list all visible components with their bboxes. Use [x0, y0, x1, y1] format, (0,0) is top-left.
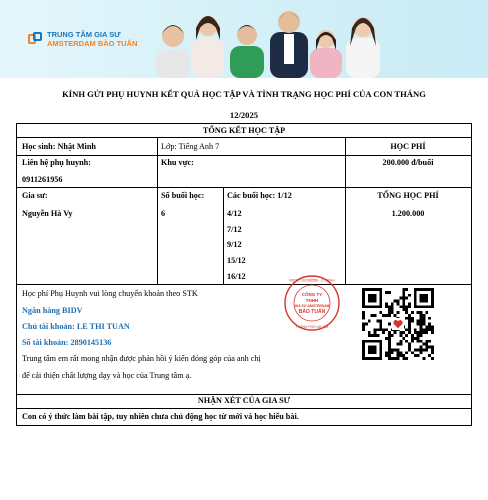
svg-text:BẢO TUẤN: BẢO TUẤN: [298, 309, 326, 315]
header-banner: [0, 0, 488, 78]
logo-line1: TRUNG TÂM GIA SƯ: [47, 30, 121, 39]
total-fee-label: TỔNG HỌC PHÍ: [377, 191, 439, 200]
class-name: Lớp: Tiếng Anh 7: [161, 142, 220, 151]
tutor-comment: Con có ý thức làm bài tập, tuy nhiên chưa chủ động học từ mới và học hiểu bài.: [22, 412, 299, 421]
logo-mark-icon: [28, 32, 42, 46]
svg-text:THÀNH PHỐ HÀ NỘI: THÀNH PHỐ HÀ NỘI: [295, 325, 329, 329]
feedback-line1: Trung tâm em rất mong nhận được phản hồi ý kiến đóng góp của anh chị: [22, 354, 261, 363]
payment-qr-code: [362, 288, 434, 360]
account-holder: Chủ tài khoản: LE THI TUAN: [22, 322, 130, 331]
table-title: TỔNG KẾT HỌC TẬP: [202, 126, 286, 135]
parent-contact-label: Liên hệ phụ huynh:: [22, 158, 91, 167]
feedback-line2: để cải thiện chất lượng dạy và học của Trung tâm ạ.: [22, 371, 192, 380]
parent-phone: 0911261956: [22, 175, 63, 184]
account-number: Số tài khoản: 2890145136: [22, 338, 112, 347]
company-stamp: [279, 273, 345, 333]
student-name: Học sinh: Nhật Minh: [22, 142, 96, 151]
session-date: 7/12: [227, 225, 242, 234]
sessions-dates-label: Các buổi học: 1/12: [227, 191, 292, 200]
session-date: 16/12: [227, 272, 246, 281]
tutor-label: Gia sư:: [22, 191, 48, 200]
svg-text:GIA SƯ AMSTERDAM: GIA SƯ AMSTERDAM: [294, 304, 330, 308]
svg-text:MSDN: 0110386556 - CT.TNHH: MSDN: 0110386556 - CT.TNHH: [289, 278, 335, 283]
center-logo: [28, 30, 137, 48]
sessions-label: Số buổi học:: [161, 191, 205, 200]
svg-text:CÔNG TY: CÔNG TY: [301, 292, 323, 297]
fee-header: HỌC PHÍ: [390, 142, 426, 151]
session-date: 15/12: [227, 256, 246, 265]
svg-text:TNHH: TNHH: [305, 298, 319, 303]
report-title: KÍNH GỬI PHỤ HUYNH KẾT QUẢ HỌC TẬP VÀ TÌNH TRẠNG HỌC PHÍ CỦA CON THÁNG: [62, 89, 426, 99]
total-fee-value: 1.200.000: [391, 209, 425, 218]
report-table: [16, 123, 472, 426]
comment-header: NHẬN XÉT CỦA GIA SƯ: [197, 396, 291, 405]
session-date: 9/12: [227, 240, 242, 249]
bank-name: Ngân hàng BIDV: [22, 306, 83, 315]
report-month: 12/2025: [229, 110, 259, 120]
area-label: Khu vực:: [161, 158, 194, 167]
logo-line2: AMSTERDAM BẢO TUẤN: [47, 39, 138, 48]
fee-per-session: 200.000 đ/buổi: [382, 158, 434, 167]
payment-note: Học phí Phụ Huynh vui lòng chuyển khoản theo STK: [22, 289, 198, 298]
tutor-name: Nguyễn Hà Vy: [22, 209, 73, 218]
sessions-count: 6: [161, 209, 166, 218]
people-photo: [150, 6, 488, 78]
session-date: 4/12: [227, 209, 242, 218]
